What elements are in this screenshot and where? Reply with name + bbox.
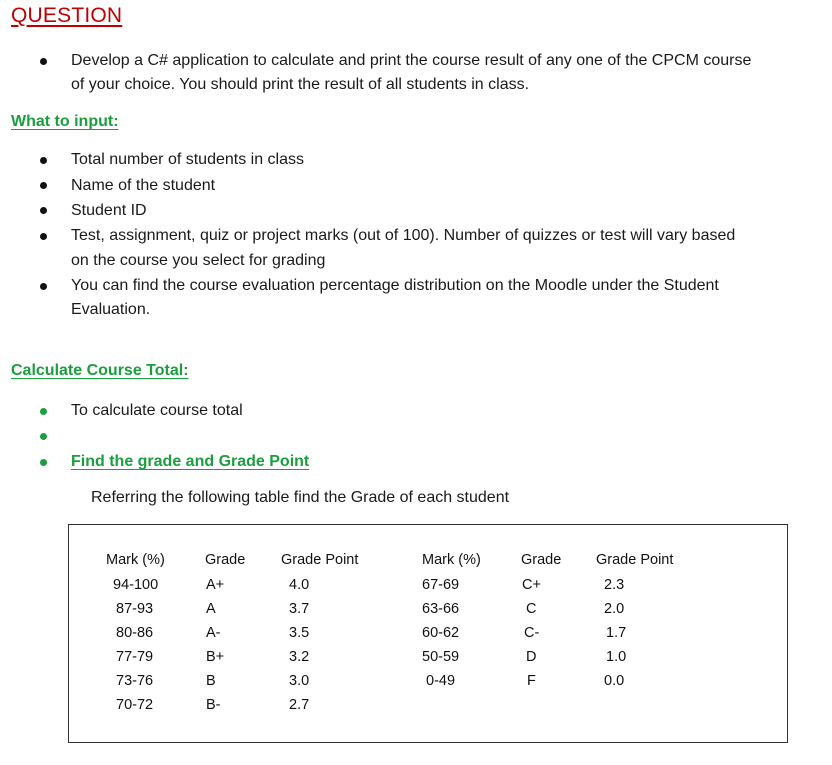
question-heading: QUESTION bbox=[11, 4, 123, 27]
table-header: Grade Point bbox=[281, 552, 359, 568]
table-cell: 80-86 bbox=[116, 625, 154, 641]
bullet-icon bbox=[40, 182, 47, 189]
table-cell: C+ bbox=[522, 577, 541, 593]
table-cell: 4.0 bbox=[289, 577, 310, 593]
table-cell: 1.0 bbox=[606, 649, 627, 665]
bullet-icon bbox=[40, 459, 47, 466]
calc-heading: Calculate Course Total: bbox=[11, 362, 189, 379]
table-header: Mark (%) bbox=[422, 552, 481, 568]
table-cell: 94-100 bbox=[113, 577, 159, 593]
input-item-cont: on the course you select for grading bbox=[71, 252, 326, 269]
table-cell: 3.7 bbox=[289, 601, 310, 617]
table-cell: 73-76 bbox=[116, 673, 154, 689]
bullet-icon bbox=[40, 433, 47, 440]
input-heading: What to input: bbox=[11, 113, 119, 130]
input-item: Student ID bbox=[71, 202, 147, 219]
table-cell: 3.2 bbox=[289, 649, 310, 665]
table-cell: 1.7 bbox=[606, 625, 627, 641]
table-cell: A- bbox=[206, 625, 221, 641]
table-cell: 77-79 bbox=[116, 649, 154, 665]
table-cell: 67-69 bbox=[422, 577, 460, 593]
input-item: You can find the course evaluation percentage distribution on the Moodle under the Student bbox=[71, 277, 719, 294]
table-cell: 0-49 bbox=[426, 673, 456, 689]
table-intro: Referring the following table find the Grade of each student bbox=[91, 489, 510, 506]
table-cell: 0.0 bbox=[604, 673, 625, 689]
table-cell: A bbox=[206, 601, 216, 617]
table-cell: C bbox=[526, 601, 537, 617]
bullet-icon bbox=[40, 157, 47, 164]
table-cell: 3.0 bbox=[289, 673, 310, 689]
table-cell: A+ bbox=[206, 577, 225, 593]
bullet-icon bbox=[40, 408, 47, 415]
table-cell: D bbox=[526, 649, 537, 665]
question-text-line2: of your choice. You should print the result of all students in class. bbox=[71, 76, 530, 93]
table-cell: F bbox=[527, 673, 536, 689]
table-cell: 70-72 bbox=[116, 697, 154, 713]
bullet-icon bbox=[40, 207, 47, 214]
bullet-icon bbox=[40, 283, 47, 290]
table-cell: B- bbox=[206, 697, 221, 713]
table-cell: B bbox=[206, 673, 216, 689]
table-cell: B+ bbox=[206, 649, 225, 665]
table-cell: 63-66 bbox=[422, 601, 460, 617]
input-item: Name of the student bbox=[71, 177, 216, 194]
table-header: Mark (%) bbox=[106, 552, 165, 568]
grade-heading: Find the grade and Grade Point bbox=[71, 453, 310, 470]
table-cell: 50-59 bbox=[422, 649, 460, 665]
input-item: Test, assignment, quiz or project marks (out of 100). Number of quizzes or test will vary based bbox=[71, 227, 736, 244]
table-cell: 3.5 bbox=[289, 625, 310, 641]
table-cell: 87-93 bbox=[116, 601, 154, 617]
input-item: Total number of students in class bbox=[71, 151, 305, 168]
table-cell: C- bbox=[524, 625, 540, 641]
table-cell: 2.7 bbox=[289, 697, 310, 713]
bullet-icon bbox=[40, 58, 47, 65]
table-cell: 2.0 bbox=[604, 601, 625, 617]
table-cell: 60-62 bbox=[422, 625, 460, 641]
table-header: Grade bbox=[205, 552, 246, 568]
table-header: Grade Point bbox=[596, 552, 674, 568]
bullet-icon bbox=[40, 233, 47, 240]
table-header: Grade bbox=[521, 552, 562, 568]
table-cell: 2.3 bbox=[604, 577, 625, 593]
question-text-line1: Develop a C# application to calculate and print the course result of any one of the CPCM course bbox=[71, 52, 752, 69]
calc-item: To calculate course total bbox=[71, 402, 243, 419]
input-item-cont: Evaluation. bbox=[71, 301, 151, 318]
